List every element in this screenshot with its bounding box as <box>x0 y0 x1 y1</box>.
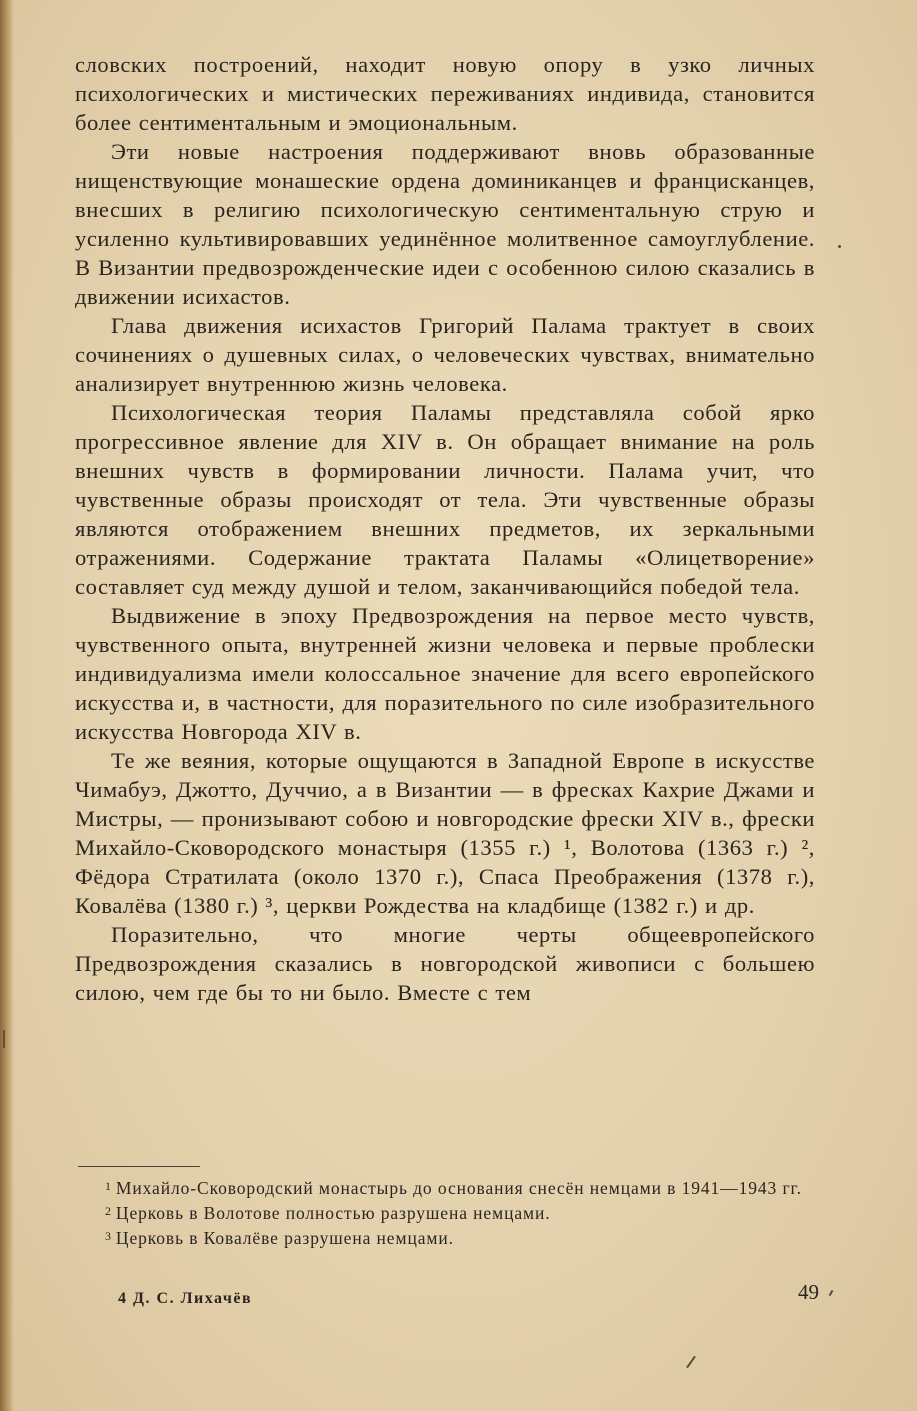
footnote-text: Церковь в Волотове полностью разрушена немцами. <box>115 1203 551 1223</box>
footnote-2 <box>75 1200 815 1225</box>
footnote-number: 3 <box>105 1229 112 1243</box>
book-spine-shadow <box>0 0 14 1411</box>
spine-mark <box>3 1030 5 1048</box>
paper-speck <box>838 245 841 248</box>
footnote-number: 2 <box>105 1204 112 1218</box>
footnote-text: Церковь в Ковалёве разрушена немцами. <box>115 1228 454 1248</box>
footnote-text: Михайло-Сковородский монастырь до основания снесён немцами в 1941—1943 гг. <box>115 1178 802 1198</box>
paragraph-2: Эти новые настроения поддерживают вновь образованные нищенствующие монашеские ордена доминиканцев и францисканцев, внесших в религию психологическую сентиментальную струю и усиленно культивировавших уединённое молитвенное самоуглубление. В Византии предвозрожденческие идеи с особенною силою сказались в движении исихастов. <box>75 139 815 309</box>
paragraph-3: Глава движения исихастов Григорий Палама трактует в своих сочинениях о душевных силах, о человеческих чувствах, внимательно анализирует внутреннюю жизнь человека. <box>75 313 815 396</box>
paragraph-5: Выдвижение в эпоху Предвозрождения на первое место чувств, чувственного опыта, внутренней жизни человека и первые проблески индивидуализма имели колоссальное значение для всего европейского искусства и, в частности, для поразительного по силе изобразительного искусства Новгорода XIV в. <box>75 603 815 744</box>
paragraph-4: Психологическая теория Паламы представляла собой ярко прогрессивное явление для XIV в. Он обращает внимание на роль внешних чувств в формировании личности. Палама учит, что чувственные образы происходят от тела. Эти чувственные образы являются отображением внешних предметов, их зеркальными отражениями. Содержание трактата Паламы «Олицетворение» составляет суд между душой и телом, заканчивающийся победой тела. <box>75 400 815 599</box>
footnote-divider <box>78 1166 200 1167</box>
paragraph-7: Поразительно, что многие черты общеевропейского Предвозрождения сказались в новгородской живописи с большею силою, чем где бы то ни было. Вместе с тем <box>75 922 815 1005</box>
footnotes <box>75 1175 815 1250</box>
footnote-1 <box>75 1175 815 1200</box>
footnote-3 <box>75 1225 815 1250</box>
paper-speck <box>686 1356 696 1369</box>
footnote-number: 1 <box>105 1179 112 1193</box>
paper-speck <box>829 1290 834 1296</box>
printer-signature: 4 Д. С. Лихачёв <box>118 1290 253 1307</box>
paragraph-6: Те же веяния, которые ощущаются в Западной Европе в искусстве Чимабуэ, Джотто, Дуччио, а в Византии — в фресках Кахрие Джами и Мистры, — пронизывают собою и новгородские фрески XIV в., фрески Михайло-Сковородского монастыря (1355 г.) ¹, Волотова (1363 г.) ², Фёдора Стратилата (около 1370 г.), Спаса Преображения (1378 г.), Ковалёва (1380 г.) ³, церкви Рождества на кладбище (1382 г.) и др. <box>75 748 815 918</box>
paragraph-1: словских построений, находит новую опору в узко личных психологических и мистических переживаниях индивида, становится более сентиментальным и эмоциональным. <box>75 52 815 135</box>
page-number: 49 <box>798 1280 819 1304</box>
main-text <box>75 50 815 1007</box>
